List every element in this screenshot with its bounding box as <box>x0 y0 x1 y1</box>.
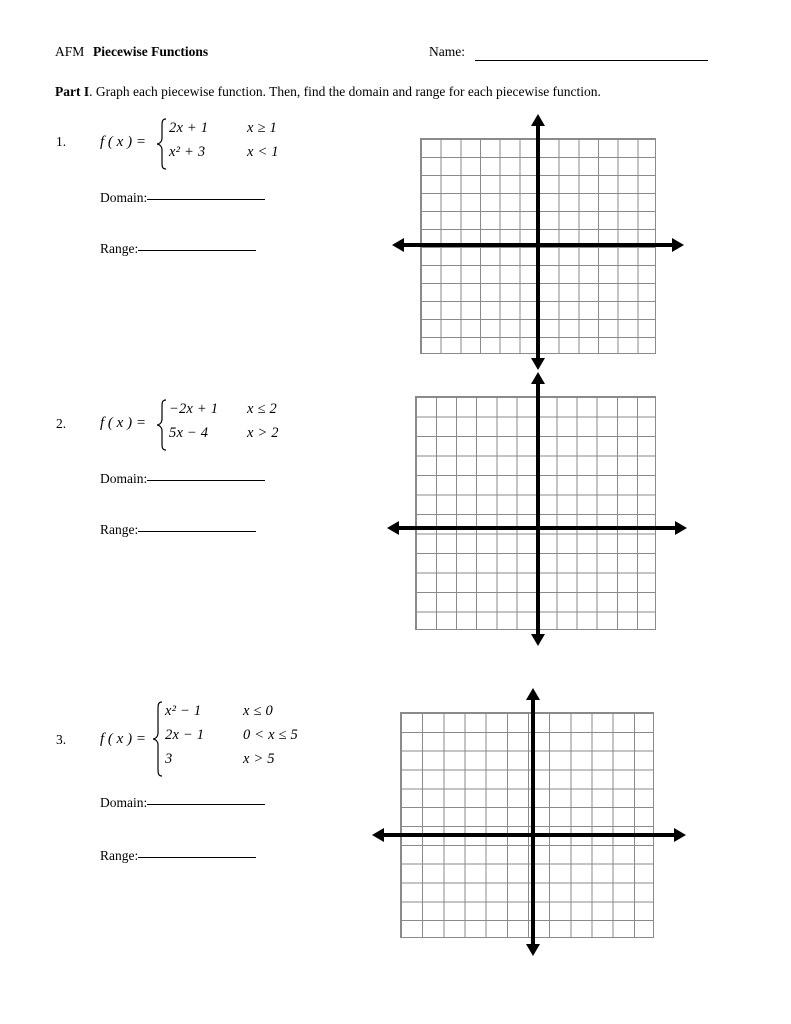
part-text: . Graph each piecewise function. Then, find the domain and range for each piecewise function. <box>89 84 601 99</box>
case-condition: x > 2 <box>247 425 279 441</box>
case-row <box>165 703 298 727</box>
part-instructions <box>55 84 601 100</box>
range-line <box>100 241 256 257</box>
left-brace-icon <box>156 399 169 451</box>
case-expression: 3 <box>165 751 173 767</box>
case-expression: 2x − 1 <box>165 727 205 743</box>
domain-input[interactable] <box>147 804 265 805</box>
case-condition: x ≤ 2 <box>247 401 277 417</box>
coordinate-grid-3[interactable] <box>370 690 690 960</box>
y-axis-arrow-down-icon <box>526 944 540 956</box>
y-axis-arrow-down-icon <box>531 358 545 370</box>
range-label: Range: <box>100 241 139 256</box>
y-axis-arrow-up-icon <box>526 688 540 700</box>
course-code: AFM <box>55 44 85 59</box>
domain-label: Domain: <box>100 471 148 486</box>
domain-input[interactable] <box>147 199 265 200</box>
function-notation: f ( x ) = <box>100 731 146 747</box>
case-expression: x² + 3 <box>169 144 206 160</box>
left-brace-icon <box>152 701 165 777</box>
page-title: Piecewise Functions <box>93 44 209 59</box>
case-row <box>169 425 279 449</box>
range-line <box>100 848 256 864</box>
case-row <box>169 401 279 425</box>
case-condition: 0 < x ≤ 5 <box>243 727 298 743</box>
range-line <box>100 522 256 538</box>
piecewise-definition <box>152 700 298 778</box>
problem-number: 1. <box>56 134 67 149</box>
problem-number: 2. <box>56 416 67 431</box>
x-axis-arrow-left-icon <box>387 521 399 535</box>
x-axis-arrow-right-icon <box>674 828 686 842</box>
case-expression: x² − 1 <box>165 703 202 719</box>
function-notation: f ( x ) = <box>100 415 146 431</box>
y-axis-arrow-up-icon <box>531 372 545 384</box>
case-row <box>169 120 279 144</box>
domain-label: Domain: <box>100 795 148 810</box>
y-axis <box>536 384 540 634</box>
case-rows <box>169 401 279 449</box>
left-brace-icon <box>156 118 169 170</box>
case-condition: x < 1 <box>247 144 279 160</box>
name-field[interactable] <box>475 60 708 61</box>
range-input[interactable] <box>138 250 256 251</box>
x-axis-arrow-left-icon <box>392 238 404 252</box>
case-rows <box>165 703 298 775</box>
coordinate-grid-1[interactable] <box>390 116 690 366</box>
range-label: Range: <box>100 848 139 863</box>
domain-line <box>100 471 265 487</box>
case-row <box>165 751 298 775</box>
case-row <box>165 727 298 751</box>
case-condition: x ≤ 0 <box>243 703 273 719</box>
y-axis-arrow-up-icon <box>531 114 545 126</box>
case-expression: 2x + 1 <box>169 120 209 136</box>
x-axis-arrow-left-icon <box>372 828 384 842</box>
case-condition: x ≥ 1 <box>247 120 277 136</box>
piecewise-definition <box>156 117 279 171</box>
case-expression: 5x − 4 <box>169 425 209 441</box>
range-label: Range: <box>100 522 139 537</box>
domain-line <box>100 795 265 811</box>
x-axis-arrow-right-icon <box>675 521 687 535</box>
page-header <box>55 44 715 66</box>
x-axis <box>384 833 674 837</box>
piecewise-definition <box>156 398 279 452</box>
y-axis <box>536 126 540 358</box>
name-label: Name: <box>429 44 465 59</box>
function-notation: f ( x ) = <box>100 134 146 150</box>
case-rows <box>169 120 279 168</box>
coordinate-grid-2[interactable] <box>385 374 685 664</box>
domain-label: Domain: <box>100 190 148 205</box>
y-axis <box>531 700 535 944</box>
case-expression: −2x + 1 <box>169 401 219 417</box>
range-input[interactable] <box>138 857 256 858</box>
part-label: Part I <box>55 84 90 99</box>
range-input[interactable] <box>138 531 256 532</box>
domain-input[interactable] <box>147 480 265 481</box>
grid-lines <box>400 712 654 938</box>
case-row <box>169 144 279 168</box>
problem-number: 3. <box>56 732 67 747</box>
domain-line <box>100 190 265 206</box>
x-axis-arrow-right-icon <box>672 238 684 252</box>
y-axis-arrow-down-icon <box>531 634 545 646</box>
case-condition: x > 5 <box>243 751 275 767</box>
